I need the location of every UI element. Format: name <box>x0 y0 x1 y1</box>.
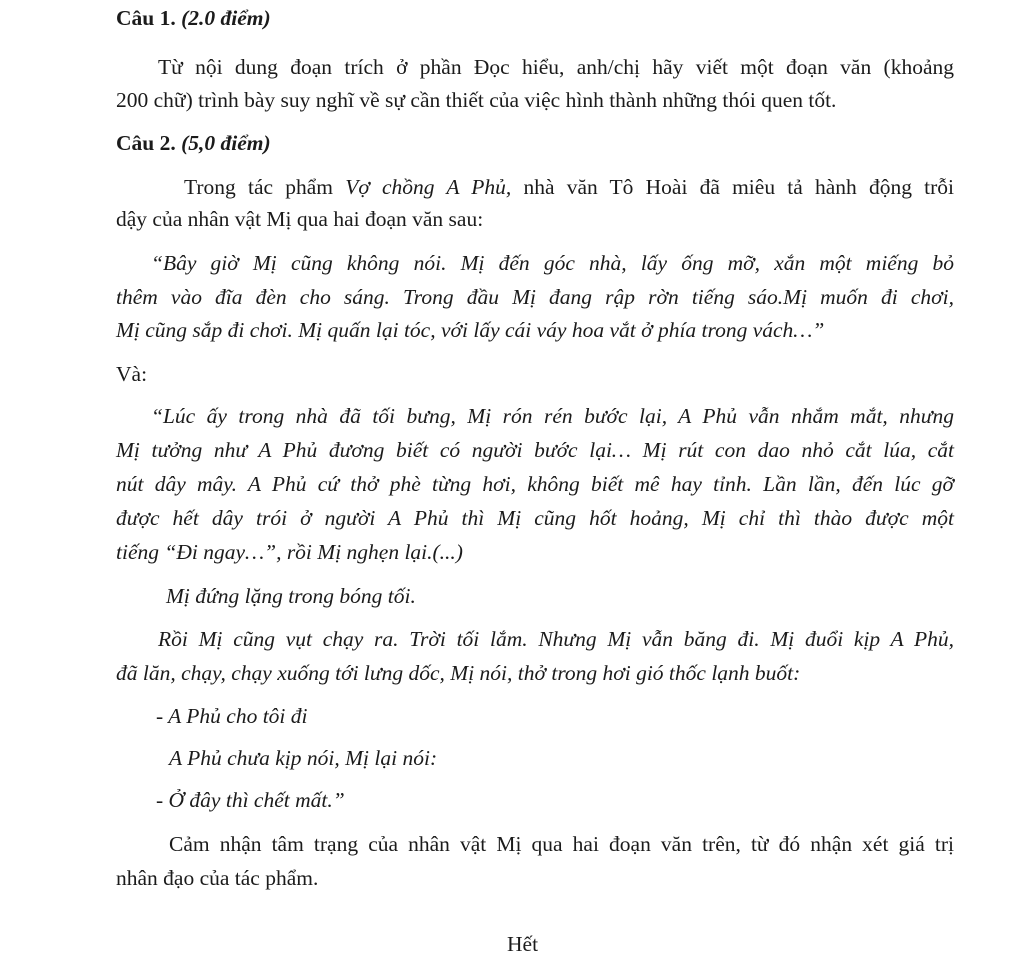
question-2-intro-line-2: dậy của nhân vật Mị qua hai đoạn văn sau: <box>116 207 484 231</box>
question-1-text-line-1: Từ nội dung đoạn trích ở phần Đọc hiểu, anh/chị hãy viết một đoạn văn (khoảng <box>158 55 954 79</box>
passage-2-line-5: tiếng “Đi ngay…”, rồi Mị nghẹn lại.(...) <box>116 540 463 564</box>
question-2-heading <box>116 131 271 156</box>
dialogue-line-3: - Ở đây thì chết mất.” <box>156 788 345 812</box>
work-title: Vợ chồng A Phủ, <box>345 175 512 199</box>
end-marker: Hết <box>507 932 539 956</box>
passage-2-line-4: được hết dây trói ở người A Phủ thì Mị cũng hốt hoảng, Mị chỉ thì thào được một <box>116 506 954 530</box>
question-2-label: Câu 2. <box>116 131 176 155</box>
passage-1-line-3: Mị cũng sắp đi chơi. Mị quấn lại tóc, với lấy cái váy hoa vắt ở phía trong vách…” <box>116 318 825 342</box>
dialogue-line-1: - A Phủ cho tôi đi <box>156 704 308 728</box>
passage-1-line-1: “Bây giờ Mị cũng không nói. Mị đến góc nhà, lấy ống mỡ, xắn một miếng bỏ <box>151 251 954 275</box>
intro-text-a: Trong tác phẩm <box>184 175 346 199</box>
passage-4-line-1: Rồi Mị cũng vụt chạy ra. Trời tối lắm. Nhưng Mị vẫn băng đi. Mị đuổi kịp A Phủ, <box>158 627 954 651</box>
dialogue-line-2: A Phủ chưa kịp nói, Mị lại nói: <box>169 746 438 770</box>
question-1-heading <box>116 6 271 31</box>
passage-1-line-2: thêm vào đĩa đèn cho sáng. Trong đầu Mị đang rập rờn tiếng sáo.Mị muốn đi chơi, <box>116 285 954 309</box>
connector-text: Và: <box>116 362 148 386</box>
passage-4-line-2: đã lăn, chạy, chạy xuống tới lưng dốc, Mị nói, thở trong hơi gió thốc lạnh buốt: <box>116 661 801 685</box>
question-2-intro-line-1 <box>184 175 954 200</box>
passage-3-line: Mị đứng lặng trong bóng tối. <box>166 584 416 608</box>
intro-text-b: nhà văn Tô Hoài đã miêu tả hành động trỗi <box>511 175 954 199</box>
passage-2-line-2: Mị tưởng như A Phủ đương biết có người bước lại… Mị rút con dao nhỏ cắt lúa, cắt <box>116 438 954 462</box>
question-1-label: Câu 1. <box>116 6 176 30</box>
question-2-points: (5,0 điểm) <box>181 131 271 155</box>
passage-2-line-1: “Lúc ấy trong nhà đã tối bưng, Mị rón rén bước lại, A Phủ vẫn nhắm mắt, nhưng <box>151 404 954 428</box>
passage-2-line-3: nút dây mây. A Phủ cứ thở phè từng hơi, không biết mê hay tỉnh. Lần lần, đến lúc gỡ <box>116 472 954 496</box>
question-1-text-line-2: 200 chữ) trình bày suy nghĩ về sự cần thiết của việc hình thành những thói quen tốt. <box>116 88 837 112</box>
question-1-points: (2.0 điểm) <box>181 6 271 30</box>
task-line-1: Cảm nhận tâm trạng của nhân vật Mị qua hai đoạn văn trên, từ đó nhận xét giá trị <box>169 832 954 856</box>
task-line-2: nhân đạo của tác phẩm. <box>116 866 319 890</box>
